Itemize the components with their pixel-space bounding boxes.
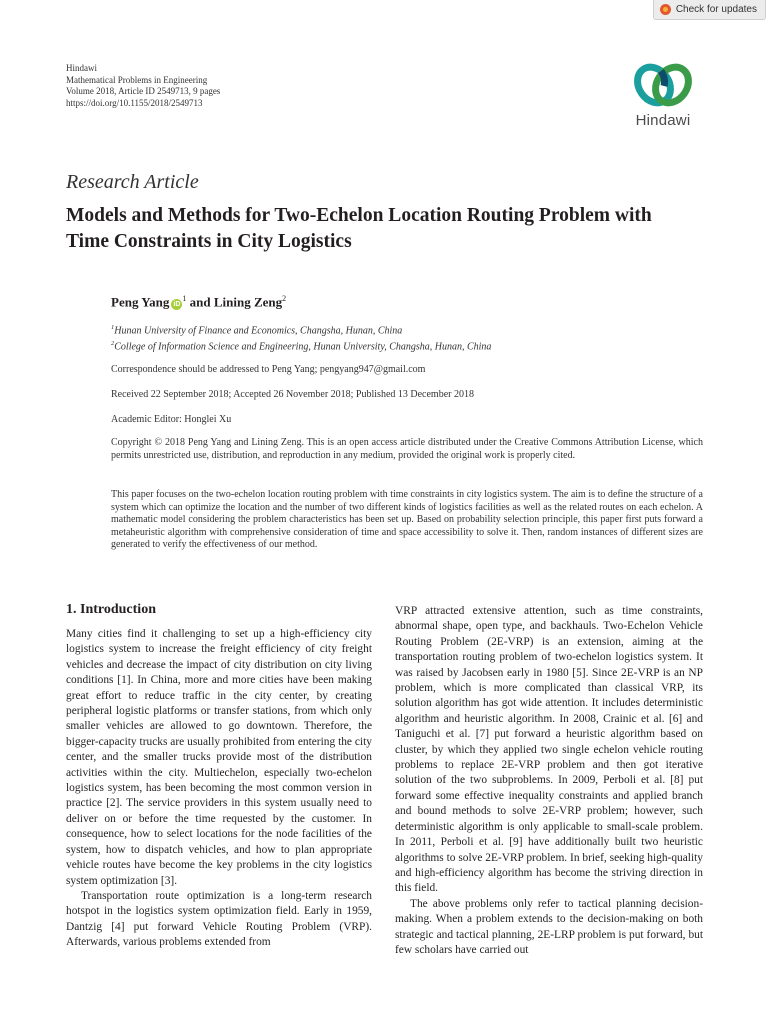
copyright-notice: Copyright © 2018 Peng Yang and Lining Zeng. This is an open access article distributed under the Creative Commons Attribution License, which permits unrestricted use, distribution, and reproduction in any medium, provided the original work is properly cited. <box>111 437 703 461</box>
author-affiliation-mark: 2 <box>282 294 287 303</box>
hindawi-logo <box>624 60 702 129</box>
orcid-icon[interactable]: iD <box>173 301 181 309</box>
affiliation-text: College of Information Science and Engineering, Hunan University, Changsha, Hunan, China <box>114 341 492 353</box>
body-column-left <box>66 627 372 951</box>
journal-meta <box>66 63 220 109</box>
hindawi-rings-icon <box>630 60 696 110</box>
academic-editor: Academic Editor: Honglei Xu <box>111 414 232 425</box>
author-conjunction: and <box>186 294 214 310</box>
affiliation-text: Hunan University of Finance and Economics, Changsha, Hunan, China <box>114 325 403 337</box>
author-affiliation-mark: 1 <box>182 294 187 303</box>
author-name: Lining Zeng <box>213 294 283 310</box>
doi-link[interactable]: https://doi.org/10.1155/2018/2549713 <box>66 97 203 108</box>
author-name: Peng Yang <box>111 294 170 310</box>
paragraph: The above problems only refer to tactical planning decision-making. When a problem extends to the decision-making on both strategic and tactical planning, 2E-LRP problem is put forward, but few scholars have carried out <box>395 897 703 956</box>
section-heading: 1. Introduction <box>66 602 156 617</box>
paragraph: VRP attracted extensive attention, such as time constraints, abnormal shape, open type, and backhauls. Two-Echelon Vehicle Routing Problem (2E-VRP) is an extension, aiming at the transportation routing problem of two-echelon logistics system. It was raised by Jacobsen early in 1980 [5]. Since 2E-VRP is an NP problem, which is more complicated than classical VRP, its solution algorithm has got wide attention. It includes deterministic algorithm and heuristic algorithm. In 2008, Crainic et al. [6] and Taniguchi et al. [7] put forward a heuristic algorithm based on cluster, by which they applied two single echelon vehicle routing problems to replace 2E-VRP problem and then got iterative solution of the two subproblems. In 2009, Perboli et al. [8] put forward some effective inequality constraints and applied branch and bound methods to solve 2E-VRP problem; however, such deterministic algorithm is only applicable to small-scale problem. In 2011, Perboli et al. [9] have additionally built two heuristic algorithms to solve 2E-VRP problem. In brief, seeking high-quality and high-efficiency algorithm has become the striving direction in this field. <box>395 605 703 895</box>
article-type: Research Article <box>66 171 199 193</box>
check-for-updates-label: Check for updates <box>675 4 757 15</box>
author-line <box>111 294 286 310</box>
paragraph: Many cities find it challenging to set up a high-efficiency city logistics system to increase the freight efficiency of city freight vehicles and decrease the impact of city distribution on city living conditions [1]. In China, more and more cities have been making great effort to reduce traffic in the city center, by creating peripheral logistic platforms or transfer stations, from which only smaller vehicles are allowed to go downtown. Therefore, the bigger-capacity trucks are usually prohibited from entering the city center, and the smaller trucks provide most of the distribution activities within the city. Multiechelon, especially two-echelon logistics system, has been becoming the most common version in practice [2]. The service providers in this system usually need to deliver on or before the time requested by the customer. In consequence, how to select locations for the node facilities of the system, how to dispatch vehicles, and how to plan appropriate vehicle routes have become the key problems in the city logistics system optimization [3]. <box>66 628 372 887</box>
affiliation-number: 2 <box>111 340 115 347</box>
paragraph: Transportation route optimization is a long-term research hotspot in the logistics system optimization field. Early in 1959, Dantzig [4] put forward Vehicle Routing Problem (VRP). Afterwards, various problems extended from <box>66 889 372 949</box>
affiliation <box>111 324 402 336</box>
body-column-right <box>395 604 703 958</box>
volume-line: Volume 2018, Article ID 2549713, 9 pages <box>66 86 221 96</box>
hindawi-logo-text: Hindawi <box>635 112 691 129</box>
article-title: Models and Methods for Two-Echelon Location Routing Problem with Time Constraints in City Logistics <box>66 205 652 252</box>
affiliation <box>111 340 491 352</box>
publisher-name: Hindawi <box>66 63 97 73</box>
affiliation-number: 1 <box>111 324 115 331</box>
publication-dates: Received 22 September 2018; Accepted 26 November 2018; Published 13 December 2018 <box>111 389 474 400</box>
crossmark-icon <box>660 4 671 15</box>
journal-name: Mathematical Problems in Engineering <box>66 74 208 85</box>
abstract: This paper focuses on the two-echelon location routing problem with time constraints in city logistics system. The aim is to define the structure of a system which can optimize the location and the number of two different kinds of logistics facilities as well as the related routes on each echelon. A mathematic model considering the problem characteristics has been set up. Based on probability selection principle, this paper first puts forward a metaheuristic algorithm with comprehensive consideration of time and space accessibility to solve it. Then, random instances of different sizes are generated to verify the effectiveness of our method. <box>111 489 703 550</box>
correspondence: Correspondence should be addressed to Peng Yang; pengyang947@gmail.com <box>111 364 426 375</box>
check-for-updates-button[interactable] <box>653 0 766 20</box>
